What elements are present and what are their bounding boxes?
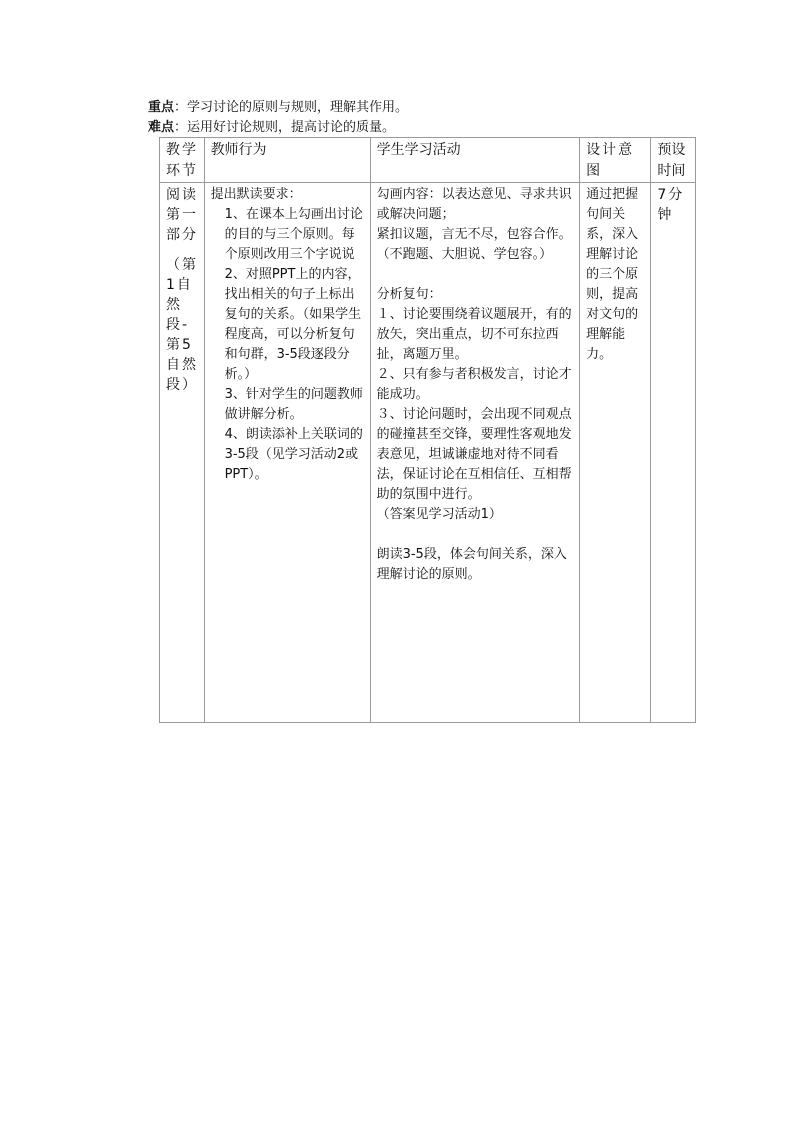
header-stage: 教学环节 bbox=[160, 138, 205, 183]
difficult-point-text: ：运用好讨论规则，提高讨论的质量。 bbox=[174, 120, 396, 135]
lesson-plan-table bbox=[159, 137, 696, 723]
student-line: 紧扣议题，言无不尽，包容合作。 bbox=[376, 227, 572, 242]
header-time: 预设时间 bbox=[651, 138, 696, 183]
difficult-point bbox=[148, 118, 408, 138]
time-cell: 7分钟 bbox=[651, 183, 696, 723]
student-line: ２、只有参与者积极发言，讨论才能成功。 bbox=[376, 367, 572, 402]
teacher-line: 3、针对学生的问题教师做讲解分析。 bbox=[224, 387, 363, 422]
teacher-line: 1、在课本上勾画出讨论的目的与三个原则。每个原则改用三个字说说 bbox=[224, 207, 363, 262]
student-line: 朗读3-5段，体会句间关系，深入理解讨论的原则。 bbox=[376, 547, 567, 582]
teacher-line: 2、对照PPT上的内容，找出相关的句子上标出复句的关系。（如果学生程度高，可以分析复句和句群，3-5段逐段分析。） bbox=[224, 267, 362, 382]
teacher-line: 提出默读要求： bbox=[210, 187, 302, 202]
student-line: 勾画内容：以表达意见、寻求共识或解决问题； bbox=[376, 187, 572, 222]
key-point-text: ：学习讨论的原则与规则，理解其作用。 bbox=[174, 100, 409, 115]
student-line: （不跑题、大胆说、学包容。） bbox=[376, 247, 553, 262]
stage-cell bbox=[160, 183, 205, 723]
table-header-row bbox=[160, 138, 696, 183]
teacher-line: 4、朗读添补上关联词的3-5段（见学习活动2或PPT）。 bbox=[224, 427, 363, 482]
student-line: １、讨论要围绕着议题展开，有的放矢，突出重点，切不可东拉西扯，离题万里。 bbox=[376, 307, 572, 362]
table-row bbox=[160, 183, 696, 723]
student-line: ３、讨论问题时，会出现不同观点的碰撞甚至交锋，要理性客观地发表意见，坦诚谦虚地对待不同看法，保证讨论在互相信任、互相帮助的氛围中进行。 bbox=[376, 407, 572, 502]
student-line: 分析复句： bbox=[376, 287, 442, 302]
stage-title: 阅读第一部分 bbox=[166, 187, 198, 243]
header-student: 学生学习活动 bbox=[370, 138, 579, 183]
student-cell bbox=[370, 183, 579, 723]
key-point-label: 重点 bbox=[148, 100, 175, 115]
header-intent: 设计意图 bbox=[580, 138, 651, 183]
teacher-cell bbox=[204, 183, 370, 723]
stage-range: （第1自然段-第5自然段） bbox=[166, 257, 198, 393]
student-line: （答案见学习活动1） bbox=[376, 507, 502, 522]
difficult-point-label: 难点 bbox=[148, 120, 175, 135]
key-point bbox=[148, 98, 408, 118]
intent-cell: 通过把握句间关系，深入理解讨论的三个原则，提高对文句的理解能力。 bbox=[580, 183, 651, 723]
header-teacher: 教师行为 bbox=[204, 138, 370, 183]
lesson-focus bbox=[148, 98, 408, 138]
